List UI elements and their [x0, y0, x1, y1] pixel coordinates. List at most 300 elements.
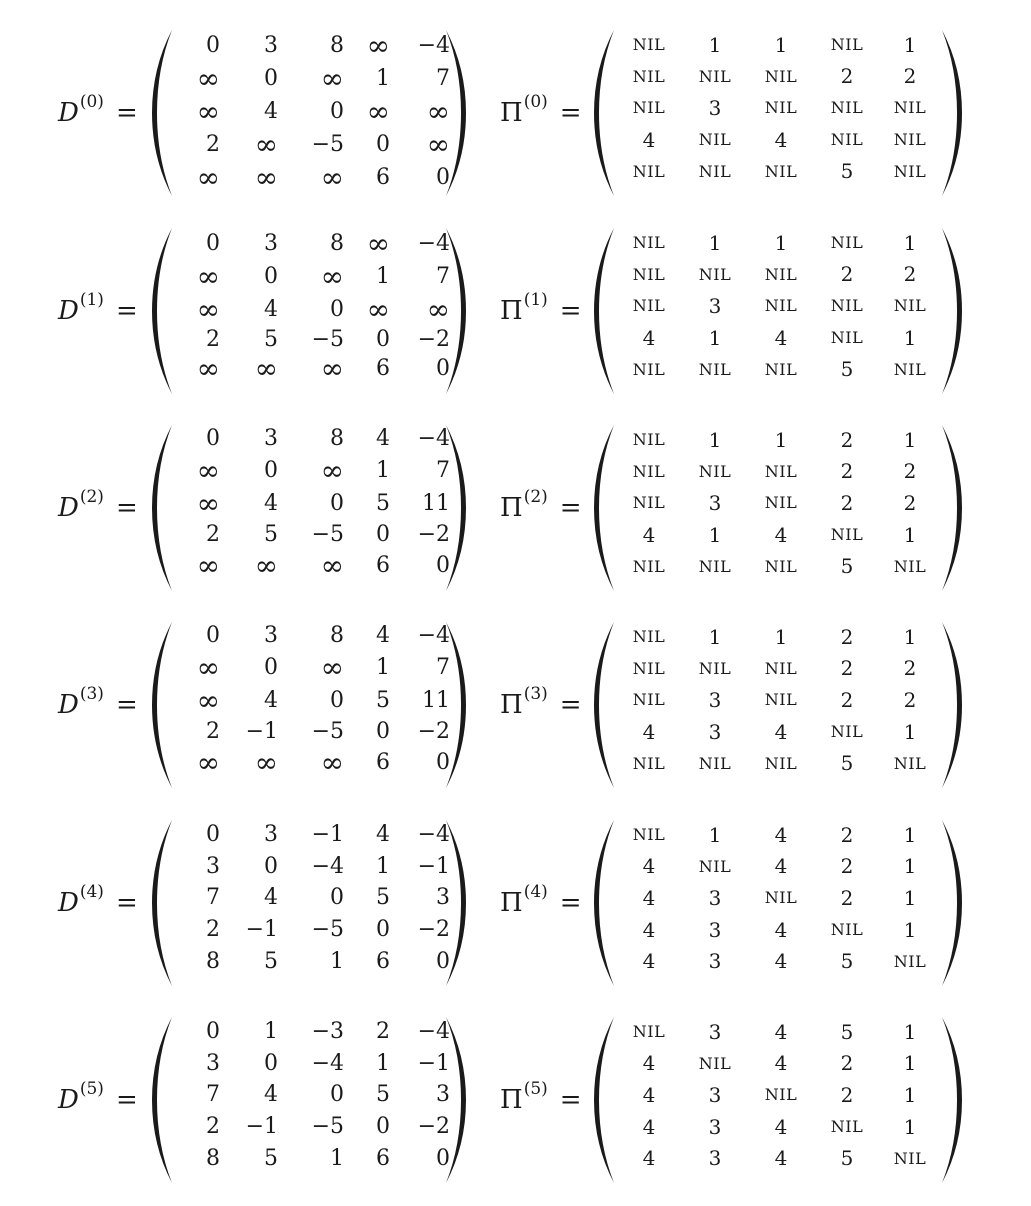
- distance-matrix-label: [58, 28, 138, 198]
- predecessor-superscript: (1): [523, 290, 548, 310]
- matrix-cell: 1: [376, 264, 390, 289]
- matrix-cell: 3: [708, 1082, 722, 1107]
- matrix-cell: −1: [245, 718, 278, 744]
- matrix-cell: NIL: [632, 627, 666, 647]
- matrix-cell: 1: [903, 854, 917, 879]
- matrix-cell: ∞: [196, 62, 220, 95]
- distance-symbol: D: [58, 98, 79, 128]
- matrix-cell: 5: [840, 159, 854, 184]
- matrix-cell: 1: [264, 1019, 278, 1045]
- matrix-cell: 5: [376, 687, 390, 713]
- predecessor-superscript: (0): [523, 92, 548, 112]
- matrix-cell: NIL: [698, 753, 732, 773]
- matrix-cell: −4: [311, 853, 344, 879]
- matrix-cell: 1: [708, 230, 722, 255]
- matrix-cell: NIL: [764, 161, 798, 181]
- matrix-cell: 1: [903, 32, 917, 57]
- matrix-cell: 1: [903, 522, 917, 547]
- matrix-cell: 7: [206, 885, 220, 911]
- matrix-row: [0, 423, 1031, 593]
- right-paren: [442, 423, 468, 593]
- matrix-cell: 3: [708, 490, 722, 515]
- matrix-cell: 2: [376, 1019, 390, 1045]
- distance-matrix-grid: [174, 29, 450, 194]
- matrix-cell: 4: [642, 1051, 656, 1076]
- matrix-cell: 2: [903, 490, 917, 515]
- matrix-cell: NIL: [893, 556, 927, 576]
- matrix-cell: 4: [264, 490, 278, 516]
- matrix-cell: 5: [376, 490, 390, 516]
- matrix-cell: ∞: [254, 746, 278, 779]
- matrix-cell: 4: [774, 1114, 788, 1139]
- matrix-cell: NIL: [698, 66, 732, 86]
- matrix-cell: NIL: [632, 1022, 666, 1042]
- distance-matrix: [150, 620, 468, 790]
- equals-sign: =: [559, 493, 582, 523]
- matrix-cell: 0: [206, 231, 220, 256]
- matrix-cell: NIL: [698, 359, 732, 379]
- matrix-cell: NIL: [893, 951, 927, 971]
- matrix-cell: 2: [206, 917, 220, 943]
- matrix-cell: 4: [642, 1146, 656, 1171]
- equals-sign: =: [115, 98, 138, 128]
- matrix-cell: 4: [264, 885, 278, 911]
- matrix-cell: 3: [708, 719, 722, 744]
- matrix-cell: NIL: [893, 98, 927, 118]
- matrix-cell: 5: [264, 326, 278, 352]
- matrix-cell: 2: [903, 64, 917, 89]
- distance-superscript: (2): [79, 487, 104, 507]
- distance-symbol: D: [58, 888, 79, 918]
- matrix-cell: 4: [642, 917, 656, 942]
- left-paren: [592, 28, 618, 198]
- distance-superscript: (4): [79, 882, 104, 902]
- predecessor-superscript: (3): [523, 684, 548, 704]
- matrix-cell: −1: [245, 1114, 278, 1140]
- matrix-cell: 1: [903, 822, 917, 847]
- matrix-cell: 1: [774, 32, 788, 57]
- predecessor-matrix-label: [500, 620, 582, 790]
- matrix-cell: −5: [311, 326, 344, 352]
- matrix-cell: 5: [376, 1082, 390, 1108]
- left-paren: [150, 226, 176, 396]
- left-paren: [150, 1015, 176, 1185]
- matrix-cell: NIL: [632, 493, 666, 513]
- matrix-cell: 3: [708, 949, 722, 974]
- matrix-cell: 8: [206, 948, 220, 974]
- predecessor-symbol: Π: [500, 888, 523, 918]
- matrix-cell: 4: [774, 917, 788, 942]
- matrix-cell: 0: [436, 553, 450, 578]
- matrix-cell: 0: [376, 917, 390, 943]
- matrix-cell: 2: [903, 459, 917, 484]
- matrix-cell: 3: [708, 885, 722, 910]
- matrix-cell: 7: [436, 264, 450, 289]
- matrix-cell: 5: [840, 1146, 854, 1171]
- matrix-cell: NIL: [764, 296, 798, 316]
- matrix-cell: 0: [436, 165, 450, 190]
- matrix-cell: 1: [903, 1082, 917, 1107]
- matrix-cell: 6: [376, 165, 390, 190]
- matrix-cell: 8: [330, 231, 344, 256]
- matrix-cell: 2: [840, 1051, 854, 1076]
- matrix-cell: 3: [708, 95, 722, 120]
- matrix-cell: ∞: [196, 650, 220, 684]
- matrix-cell: 4: [774, 822, 788, 847]
- predecessor-matrix-label: [500, 423, 582, 593]
- predecessor-symbol: Π: [500, 1085, 523, 1115]
- right-paren: [442, 1015, 468, 1185]
- matrix-cell: 0: [376, 132, 390, 157]
- matrix-cell: NIL: [830, 98, 864, 118]
- matrix-cell: ∞: [320, 161, 344, 194]
- predecessor-symbol: Π: [500, 690, 523, 720]
- matrix-cell: 0: [330, 297, 344, 322]
- matrix-cell: ∞: [320, 650, 344, 684]
- right-paren: [938, 28, 964, 198]
- equals-sign: =: [559, 296, 582, 326]
- matrix-cell: NIL: [764, 1085, 798, 1105]
- matrix-cell: 0: [206, 426, 220, 452]
- matrix-cell: 0: [264, 66, 278, 91]
- matrix-cell: 3: [708, 1146, 722, 1171]
- matrix-cell: 11: [422, 490, 450, 516]
- matrix-row: [0, 620, 1031, 790]
- matrix-cell: ∞: [426, 293, 450, 326]
- matrix-cell: 3: [264, 623, 278, 649]
- matrix-cell: 0: [376, 521, 390, 547]
- predecessor-symbol: Π: [500, 493, 523, 523]
- equals-sign: =: [115, 888, 138, 918]
- matrix-cell: NIL: [764, 359, 798, 379]
- matrix-cell: 0: [376, 1114, 390, 1140]
- distance-superscript: (1): [79, 290, 104, 310]
- matrix-cell: −2: [417, 718, 450, 744]
- predecessor-matrix-label: [500, 1015, 582, 1185]
- matrix-cell: 3: [708, 293, 722, 318]
- matrix-cell: 1: [376, 853, 390, 879]
- matrix-cell: ∞: [320, 352, 344, 385]
- right-paren: [938, 620, 964, 790]
- matrix-cell: 1: [903, 1051, 917, 1076]
- matrix-cell: 2: [206, 718, 220, 744]
- matrix-cell: 0: [330, 885, 344, 911]
- matrix-cell: 5: [840, 554, 854, 579]
- matrix-cell: NIL: [830, 1117, 864, 1137]
- distance-superscript: (5): [79, 1079, 104, 1099]
- matrix-cell: 2: [840, 262, 854, 287]
- matrix-cell: ∞: [366, 95, 390, 128]
- matrix-cell: 8: [330, 426, 344, 452]
- matrix-cell: 1: [903, 325, 917, 350]
- matrix-cell: 11: [422, 687, 450, 713]
- matrix-cell: 7: [436, 457, 450, 483]
- matrix-cell: 0: [436, 1145, 450, 1171]
- distance-matrix: [150, 423, 468, 593]
- matrix-cell: 0: [376, 326, 390, 352]
- matrix-cell: −5: [311, 132, 344, 157]
- distance-matrix-label: [58, 818, 138, 988]
- matrix-cell: 5: [840, 357, 854, 382]
- right-paren: [938, 1015, 964, 1185]
- predecessor-matrix-label: [500, 28, 582, 198]
- distance-matrix-grid: [174, 424, 450, 582]
- matrix-cell: 4: [264, 297, 278, 322]
- matrix-cell: −1: [417, 853, 450, 879]
- distance-matrix: [150, 1015, 468, 1185]
- matrix-cell: 0: [330, 1082, 344, 1108]
- matrix-cell: 1: [903, 624, 917, 649]
- matrix-cell: NIL: [632, 264, 666, 284]
- distance-matrix: [150, 818, 468, 988]
- matrix-cell: 4: [642, 719, 656, 744]
- matrix-cell: NIL: [698, 556, 732, 576]
- matrix-cell: NIL: [632, 825, 666, 845]
- equals-sign: =: [559, 888, 582, 918]
- matrix-cell: 2: [840, 427, 854, 452]
- matrix-cell: 3: [264, 231, 278, 256]
- matrix-cell: NIL: [698, 264, 732, 284]
- matrix-cell: 2: [840, 656, 854, 681]
- matrix-cell: NIL: [764, 461, 798, 481]
- distance-matrix-grid: [174, 621, 450, 779]
- predecessor-matrix-grid: [616, 29, 940, 187]
- matrix-cell: −4: [417, 426, 450, 452]
- matrix-cell: ∞: [320, 746, 344, 779]
- matrix-cell: NIL: [764, 556, 798, 576]
- matrix-cell: 0: [264, 853, 278, 879]
- predecessor-matrix-label: [500, 818, 582, 988]
- matrix-cell: NIL: [830, 920, 864, 940]
- matrix-cell: NIL: [698, 461, 732, 481]
- matrix-cell: 1: [708, 32, 722, 57]
- matrix-cell: NIL: [632, 66, 666, 86]
- matrix-cell: −4: [417, 623, 450, 649]
- matrix-cell: ∞: [196, 683, 220, 717]
- matrix-cell: 8: [330, 33, 344, 58]
- matrix-cell: 1: [774, 624, 788, 649]
- distance-matrix-grid: [174, 1016, 450, 1174]
- predecessor-superscript: (4): [523, 882, 548, 902]
- matrix-cell: −2: [417, 521, 450, 547]
- matrix-cell: ∞: [320, 453, 344, 487]
- right-paren: [442, 28, 468, 198]
- matrix-cell: −3: [311, 1019, 344, 1045]
- matrix-cell: 0: [264, 264, 278, 289]
- matrix-cell: NIL: [830, 296, 864, 316]
- matrix-cell: NIL: [632, 35, 666, 55]
- matrix-cell: 3: [708, 1114, 722, 1139]
- matrix-cell: 6: [376, 553, 390, 578]
- matrix-cell: NIL: [830, 722, 864, 742]
- matrix-cell: 5: [840, 751, 854, 776]
- matrix-cell: NIL: [698, 161, 732, 181]
- matrix-cell: 4: [774, 949, 788, 974]
- matrix-cell: 1: [376, 66, 390, 91]
- matrix-cell: ∞: [196, 746, 220, 779]
- matrix-cell: 1: [708, 624, 722, 649]
- right-paren: [938, 423, 964, 593]
- matrix-cell: ∞: [196, 260, 220, 293]
- matrix-cell: 4: [376, 822, 390, 848]
- matrix-cell: 6: [376, 948, 390, 974]
- matrix-row: [0, 1015, 1031, 1185]
- matrix-cell: 4: [264, 1082, 278, 1108]
- matrix-cell: 4: [642, 854, 656, 879]
- matrix-cell: ∞: [196, 161, 220, 194]
- matrix-cell: −1: [245, 917, 278, 943]
- matrix-cell: NIL: [764, 493, 798, 513]
- matrix-cell: ∞: [196, 352, 220, 385]
- matrix-cell: −4: [417, 33, 450, 58]
- matrix-cell: −2: [417, 1114, 450, 1140]
- matrix-cell: −4: [311, 1050, 344, 1076]
- matrix-cell: 4: [642, 885, 656, 910]
- right-paren: [442, 818, 468, 988]
- distance-symbol: D: [58, 493, 79, 523]
- matrix-cell: 3: [436, 885, 450, 911]
- matrix-cell: 3: [436, 1082, 450, 1108]
- matrix-cell: 2: [206, 326, 220, 352]
- left-paren: [150, 423, 176, 593]
- matrix-cell: 0: [264, 654, 278, 680]
- matrix-cell: 1: [903, 1114, 917, 1139]
- matrix-cell: NIL: [893, 161, 927, 181]
- matrix-cell: −5: [311, 521, 344, 547]
- matrix-cell: 4: [642, 522, 656, 547]
- distance-matrix-label: [58, 1015, 138, 1185]
- matrix-cell: −5: [311, 718, 344, 744]
- matrix-cell: NIL: [698, 856, 732, 876]
- matrix-row: [0, 28, 1031, 198]
- predecessor-matrix-label: [500, 226, 582, 396]
- matrix-cell: 2: [840, 64, 854, 89]
- matrix-cell: −4: [417, 822, 450, 848]
- predecessor-symbol: Π: [500, 296, 523, 326]
- matrix-cell: NIL: [830, 525, 864, 545]
- matrix-cell: NIL: [830, 328, 864, 348]
- matrix-cell: 4: [774, 1019, 788, 1044]
- matrix-cell: 4: [774, 1051, 788, 1076]
- matrix-cell: NIL: [632, 690, 666, 710]
- matrix-cell: 0: [206, 623, 220, 649]
- matrix-cell: NIL: [764, 658, 798, 678]
- equals-sign: =: [559, 98, 582, 128]
- equals-sign: =: [115, 296, 138, 326]
- matrix-cell: NIL: [893, 130, 927, 150]
- matrix-cell: 8: [206, 1145, 220, 1171]
- left-paren: [592, 226, 618, 396]
- right-paren: [938, 226, 964, 396]
- predecessor-matrix: [592, 818, 964, 988]
- predecessor-symbol: Π: [500, 98, 523, 128]
- matrix-cell: ∞: [366, 227, 390, 260]
- matrix-cell: 8: [330, 623, 344, 649]
- left-paren: [592, 620, 618, 790]
- matrix-cell: 2: [903, 687, 917, 712]
- matrix-cell: −1: [417, 1050, 450, 1076]
- predecessor-matrix: [592, 28, 964, 198]
- matrix-cell: ∞: [320, 62, 344, 95]
- matrix-cell: 1: [708, 427, 722, 452]
- matrix-cell: NIL: [632, 161, 666, 181]
- predecessor-matrix-grid: [616, 621, 940, 779]
- distance-matrix-label: [58, 423, 138, 593]
- distance-superscript: (0): [79, 92, 104, 112]
- matrix-cell: ∞: [196, 293, 220, 326]
- matrix-cell: ∞: [196, 453, 220, 487]
- matrix-cell: −5: [311, 1114, 344, 1140]
- matrix-cell: ∞: [196, 95, 220, 128]
- matrix-cell: 2: [206, 521, 220, 547]
- matrix-cell: 4: [264, 99, 278, 124]
- matrix-cell: −2: [417, 326, 450, 352]
- matrix-cell: 7: [436, 66, 450, 91]
- matrix-cell: 0: [436, 356, 450, 381]
- distance-matrix-grid: [174, 227, 450, 385]
- matrix-cell: 0: [206, 33, 220, 58]
- distance-symbol: D: [58, 296, 79, 326]
- matrix-cell: 0: [206, 822, 220, 848]
- distance-matrix: [150, 28, 468, 198]
- matrix-cell: 2: [840, 1082, 854, 1107]
- distance-matrix-grid: [174, 819, 450, 977]
- predecessor-superscript: (5): [523, 1079, 548, 1099]
- matrix-cell: 2: [903, 262, 917, 287]
- matrix-cell: 4: [774, 325, 788, 350]
- distance-superscript: (3): [79, 684, 104, 704]
- matrix-cell: 5: [376, 885, 390, 911]
- equals-sign: =: [115, 690, 138, 720]
- matrix-cell: 0: [264, 1050, 278, 1076]
- equals-sign: =: [115, 1085, 138, 1115]
- left-paren: [592, 423, 618, 593]
- matrix-cell: −1: [311, 822, 344, 848]
- distance-matrix-label: [58, 620, 138, 790]
- matrix-row: [0, 226, 1031, 396]
- matrix-cell: 2: [840, 687, 854, 712]
- matrix-cell: NIL: [632, 98, 666, 118]
- matrix-cell: NIL: [698, 1053, 732, 1073]
- right-paren: [938, 818, 964, 988]
- matrix-cell: ∞: [366, 293, 390, 326]
- matrix-cell: 1: [774, 230, 788, 255]
- predecessor-matrix-grid: [616, 227, 940, 385]
- matrix-cell: ∞: [254, 128, 278, 161]
- matrix-cell: NIL: [830, 130, 864, 150]
- matrix-cell: 4: [264, 687, 278, 713]
- matrix-cell: NIL: [764, 98, 798, 118]
- matrix-cell: ∞: [254, 549, 278, 582]
- matrix-cell: 1: [376, 457, 390, 483]
- matrix-cell: 2: [206, 1114, 220, 1140]
- matrix-cell: 4: [774, 127, 788, 152]
- matrix-cell: 1: [903, 885, 917, 910]
- matrix-cell: 4: [642, 325, 656, 350]
- matrix-cell: 7: [436, 654, 450, 680]
- matrix-cell: ∞: [254, 161, 278, 194]
- matrix-cell: 1: [708, 822, 722, 847]
- predecessor-matrix: [592, 1015, 964, 1185]
- matrix-cell: 6: [376, 1145, 390, 1171]
- matrix-cell: NIL: [893, 296, 927, 316]
- matrix-cell: 2: [840, 854, 854, 879]
- matrix-cell: 3: [264, 426, 278, 452]
- matrix-cell: 1: [903, 427, 917, 452]
- predecessor-matrix-grid: [616, 819, 940, 977]
- matrix-cell: 2: [206, 132, 220, 157]
- matrix-cell: 5: [840, 1019, 854, 1044]
